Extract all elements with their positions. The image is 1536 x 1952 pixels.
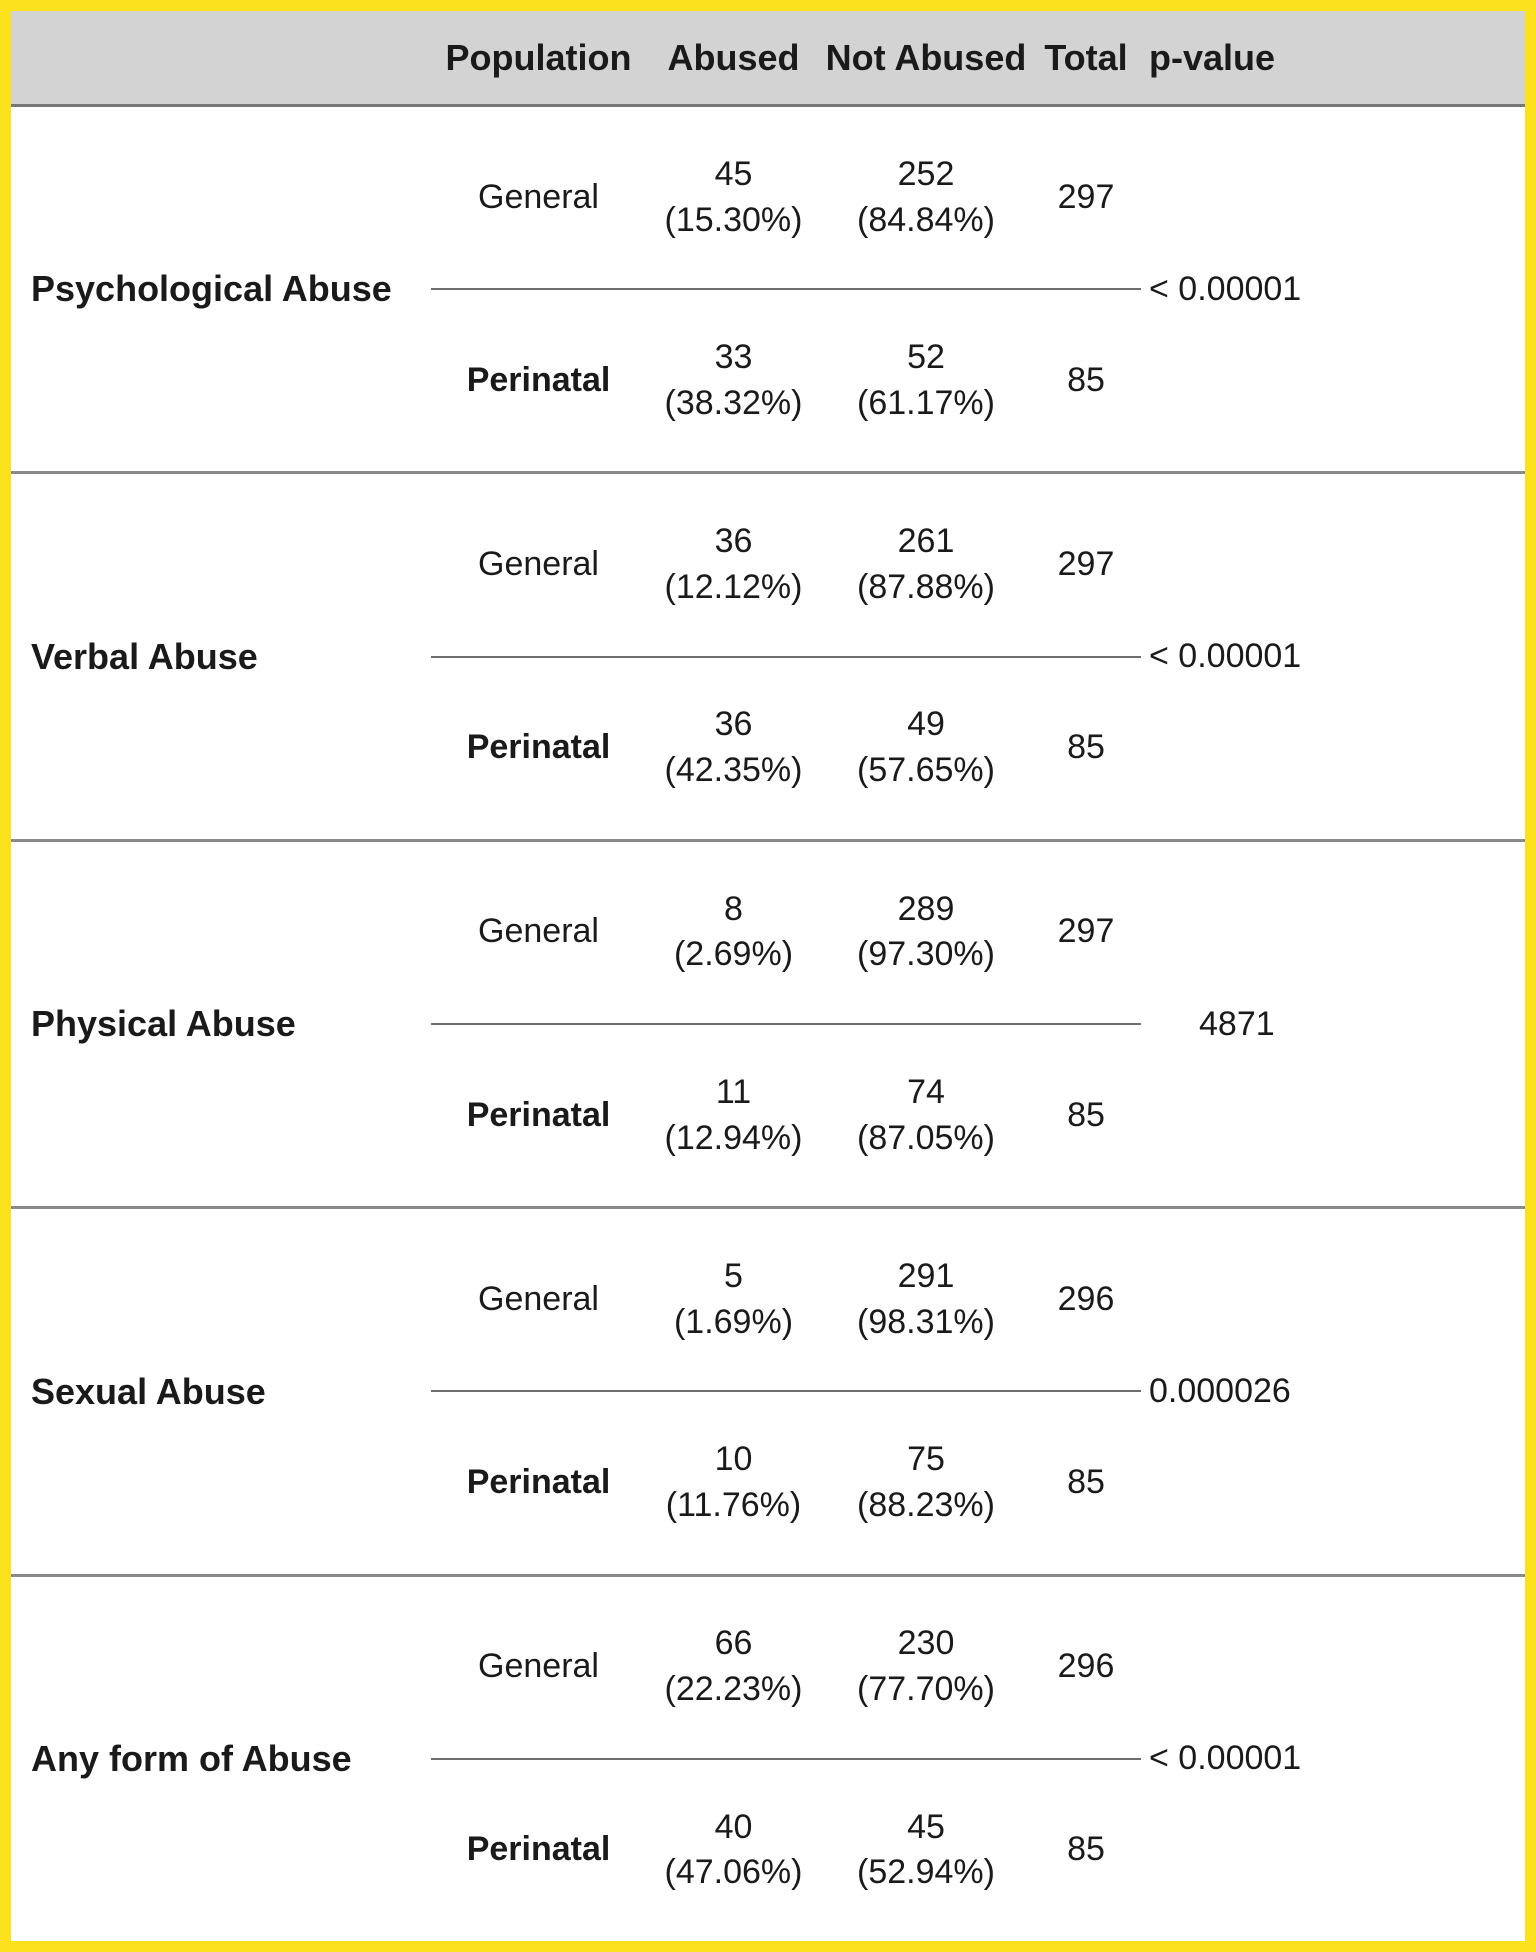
- abused-cell: [646, 1070, 821, 1162]
- total-cell: [1031, 909, 1141, 955]
- abused-count: 33: [714, 337, 753, 376]
- not-abused-percent: (97.30%): [857, 935, 995, 974]
- population-cell: [431, 175, 646, 221]
- population-label: General: [478, 545, 599, 584]
- abused-cell: [646, 335, 821, 427]
- population-cell: [431, 1644, 646, 1690]
- total-cell: [1031, 175, 1141, 221]
- p-value-cell: [1141, 842, 1525, 1206]
- not-abused-percent: (57.65%): [857, 751, 995, 790]
- not-abused-cell: [821, 702, 1031, 794]
- population-cell: [431, 1827, 646, 1873]
- table-section: [11, 1577, 1525, 1941]
- header-cell-p-value: p-value: [1149, 36, 1276, 78]
- not-abused-percent: (87.05%): [857, 1118, 995, 1157]
- population-label: General: [478, 1647, 599, 1686]
- population-cell: [431, 1277, 646, 1323]
- table-row: [431, 656, 1141, 839]
- not-abused-count: 52: [907, 337, 945, 376]
- table-row: [431, 1758, 1141, 1941]
- total-cell: [1031, 1460, 1141, 1506]
- section-label: Sexual Abuse: [31, 1370, 266, 1412]
- population-label: Perinatal: [466, 1463, 611, 1502]
- table-section: [11, 107, 1525, 474]
- abused-percent: (12.94%): [664, 1118, 803, 1157]
- p-value-cell: [1141, 1209, 1525, 1573]
- section-subrows: [431, 1209, 1141, 1573]
- not-abused-cell: [821, 1254, 1031, 1346]
- abused-percent: (15.30%): [664, 200, 803, 239]
- section-label: Verbal Abuse: [31, 635, 258, 677]
- abused-cell: [646, 519, 821, 611]
- population-cell: [431, 1460, 646, 1506]
- total-value: 85: [1067, 728, 1105, 767]
- not-abused-count: 45: [907, 1807, 945, 1846]
- section-label: Any form of Abuse: [31, 1738, 352, 1780]
- p-value-text: 0.000026: [1149, 1371, 1291, 1410]
- abused-cell: [646, 1621, 821, 1713]
- population-label: Perinatal: [466, 1095, 611, 1134]
- table-section: [11, 1209, 1525, 1576]
- abused-cell: [646, 152, 821, 244]
- section-label: Physical Abuse: [31, 1003, 296, 1045]
- table-row: [431, 107, 1141, 288]
- abused-percent: (47.06%): [664, 1853, 803, 1892]
- p-value-text: < 0.00001: [1149, 1739, 1302, 1778]
- not-abused-percent: (84.84%): [857, 200, 995, 239]
- table-row: [431, 474, 1141, 655]
- table-row: [431, 288, 1141, 471]
- abused-cell: [646, 702, 821, 794]
- not-abused-cell: [821, 887, 1031, 979]
- abused-count: 66: [714, 1624, 753, 1663]
- population-label: General: [478, 1279, 599, 1318]
- not-abused-count: 291: [897, 1256, 955, 1295]
- population-label: Perinatal: [466, 1830, 611, 1869]
- table-body: [11, 107, 1525, 1941]
- abused-count: 11: [715, 1072, 752, 1111]
- not-abused-cell: [821, 335, 1031, 427]
- abused-count: 10: [714, 1440, 753, 1479]
- not-abused-cell: [821, 1070, 1031, 1162]
- p-value-text: < 0.00001: [1149, 637, 1302, 676]
- section-subrows: [431, 842, 1141, 1206]
- abused-percent: (22.23%): [664, 1670, 803, 1709]
- header-cell-abused: Abused: [667, 36, 800, 78]
- population-cell: [431, 725, 646, 771]
- not-abused-percent: (87.88%): [857, 568, 995, 606]
- abused-cell: [646, 887, 821, 979]
- not-abused-cell: [821, 1437, 1031, 1529]
- total-value: 297: [1057, 177, 1115, 216]
- abused-percent: (2.69%): [673, 935, 794, 974]
- abused-percent: (11.76%): [665, 1486, 802, 1525]
- not-abused-cell: [821, 1621, 1031, 1713]
- total-cell: [1031, 1277, 1141, 1323]
- table-header-row: [11, 11, 1525, 107]
- total-value: 296: [1057, 1279, 1115, 1318]
- not-abused-count: 289: [897, 889, 955, 928]
- table-row: [431, 1390, 1141, 1573]
- abused-percent: (12.12%): [664, 568, 803, 606]
- header-cell-not-abused: Not Abused: [825, 36, 1027, 78]
- abused-count: 36: [714, 705, 753, 744]
- abused-count: 5: [724, 1256, 743, 1295]
- total-value: 297: [1057, 912, 1115, 951]
- abused-count: 45: [714, 154, 753, 193]
- p-value-text: < 0.00001: [1149, 269, 1302, 308]
- section-subrows: [431, 474, 1141, 838]
- population-cell: [431, 1093, 646, 1139]
- p-value-cell: [1141, 107, 1525, 471]
- table-row: [431, 1209, 1141, 1390]
- total-cell: [1031, 725, 1141, 771]
- abused-cell: [646, 1254, 821, 1346]
- p-value-cell: [1141, 1577, 1525, 1941]
- not-abused-count: 252: [897, 154, 955, 193]
- not-abused-percent: (98.31%): [857, 1302, 995, 1341]
- abused-count: 36: [714, 522, 753, 561]
- population-label: General: [478, 912, 599, 951]
- abused-percent: (1.69%): [673, 1302, 794, 1341]
- abused-count: 8: [724, 889, 743, 928]
- total-cell: [1031, 1827, 1141, 1873]
- total-value: 85: [1067, 360, 1105, 399]
- p-value-cell: [1141, 474, 1525, 838]
- header-cell-total: Total: [1044, 36, 1128, 78]
- not-abused-cell: [821, 152, 1031, 244]
- not-abused-count: 49: [907, 705, 945, 744]
- total-value: 85: [1067, 1463, 1105, 1502]
- not-abused-percent: (52.94%): [857, 1853, 995, 1892]
- p-value-text: 4871: [1199, 1004, 1275, 1043]
- abused-cell: [646, 1805, 821, 1897]
- abused-percent: (42.35%): [664, 751, 803, 790]
- population-label: Perinatal: [466, 728, 611, 767]
- total-value: 85: [1067, 1830, 1105, 1869]
- not-abused-count: 74: [907, 1072, 945, 1111]
- not-abused-count: 75: [907, 1440, 945, 1479]
- not-abused-count: 230: [897, 1624, 955, 1663]
- abused-count: 40: [714, 1807, 753, 1846]
- not-abused-percent: (88.23%): [857, 1486, 995, 1525]
- not-abused-percent: (77.70%): [857, 1670, 995, 1709]
- section-subrows: [431, 1577, 1141, 1941]
- not-abused-percent: (61.17%): [857, 383, 995, 422]
- total-cell: [1031, 542, 1141, 588]
- population-cell: [431, 358, 646, 404]
- total-cell: [1031, 358, 1141, 404]
- abused-cell: [646, 1437, 821, 1529]
- not-abused-count: 261: [897, 522, 955, 561]
- not-abused-cell: [821, 519, 1031, 611]
- table-row: [431, 1577, 1141, 1758]
- total-value: 297: [1057, 545, 1115, 584]
- abused-percent: (38.32%): [664, 383, 803, 422]
- table-section: [11, 842, 1525, 1209]
- total-value: 296: [1057, 1647, 1115, 1686]
- population-cell: [431, 542, 646, 588]
- table-section: [11, 474, 1525, 841]
- table-row: [431, 842, 1141, 1023]
- total-value: 85: [1067, 1095, 1105, 1134]
- section-subrows: [431, 107, 1141, 471]
- population-cell: [431, 909, 646, 955]
- not-abused-cell: [821, 1805, 1031, 1897]
- section-label: Psychological Abuse: [31, 268, 392, 310]
- population-label: Perinatal: [466, 360, 611, 399]
- header-cell-population: Population: [445, 36, 632, 78]
- total-cell: [1031, 1093, 1141, 1139]
- population-label: General: [478, 177, 599, 216]
- table-row: [431, 1023, 1141, 1206]
- total-cell: [1031, 1644, 1141, 1690]
